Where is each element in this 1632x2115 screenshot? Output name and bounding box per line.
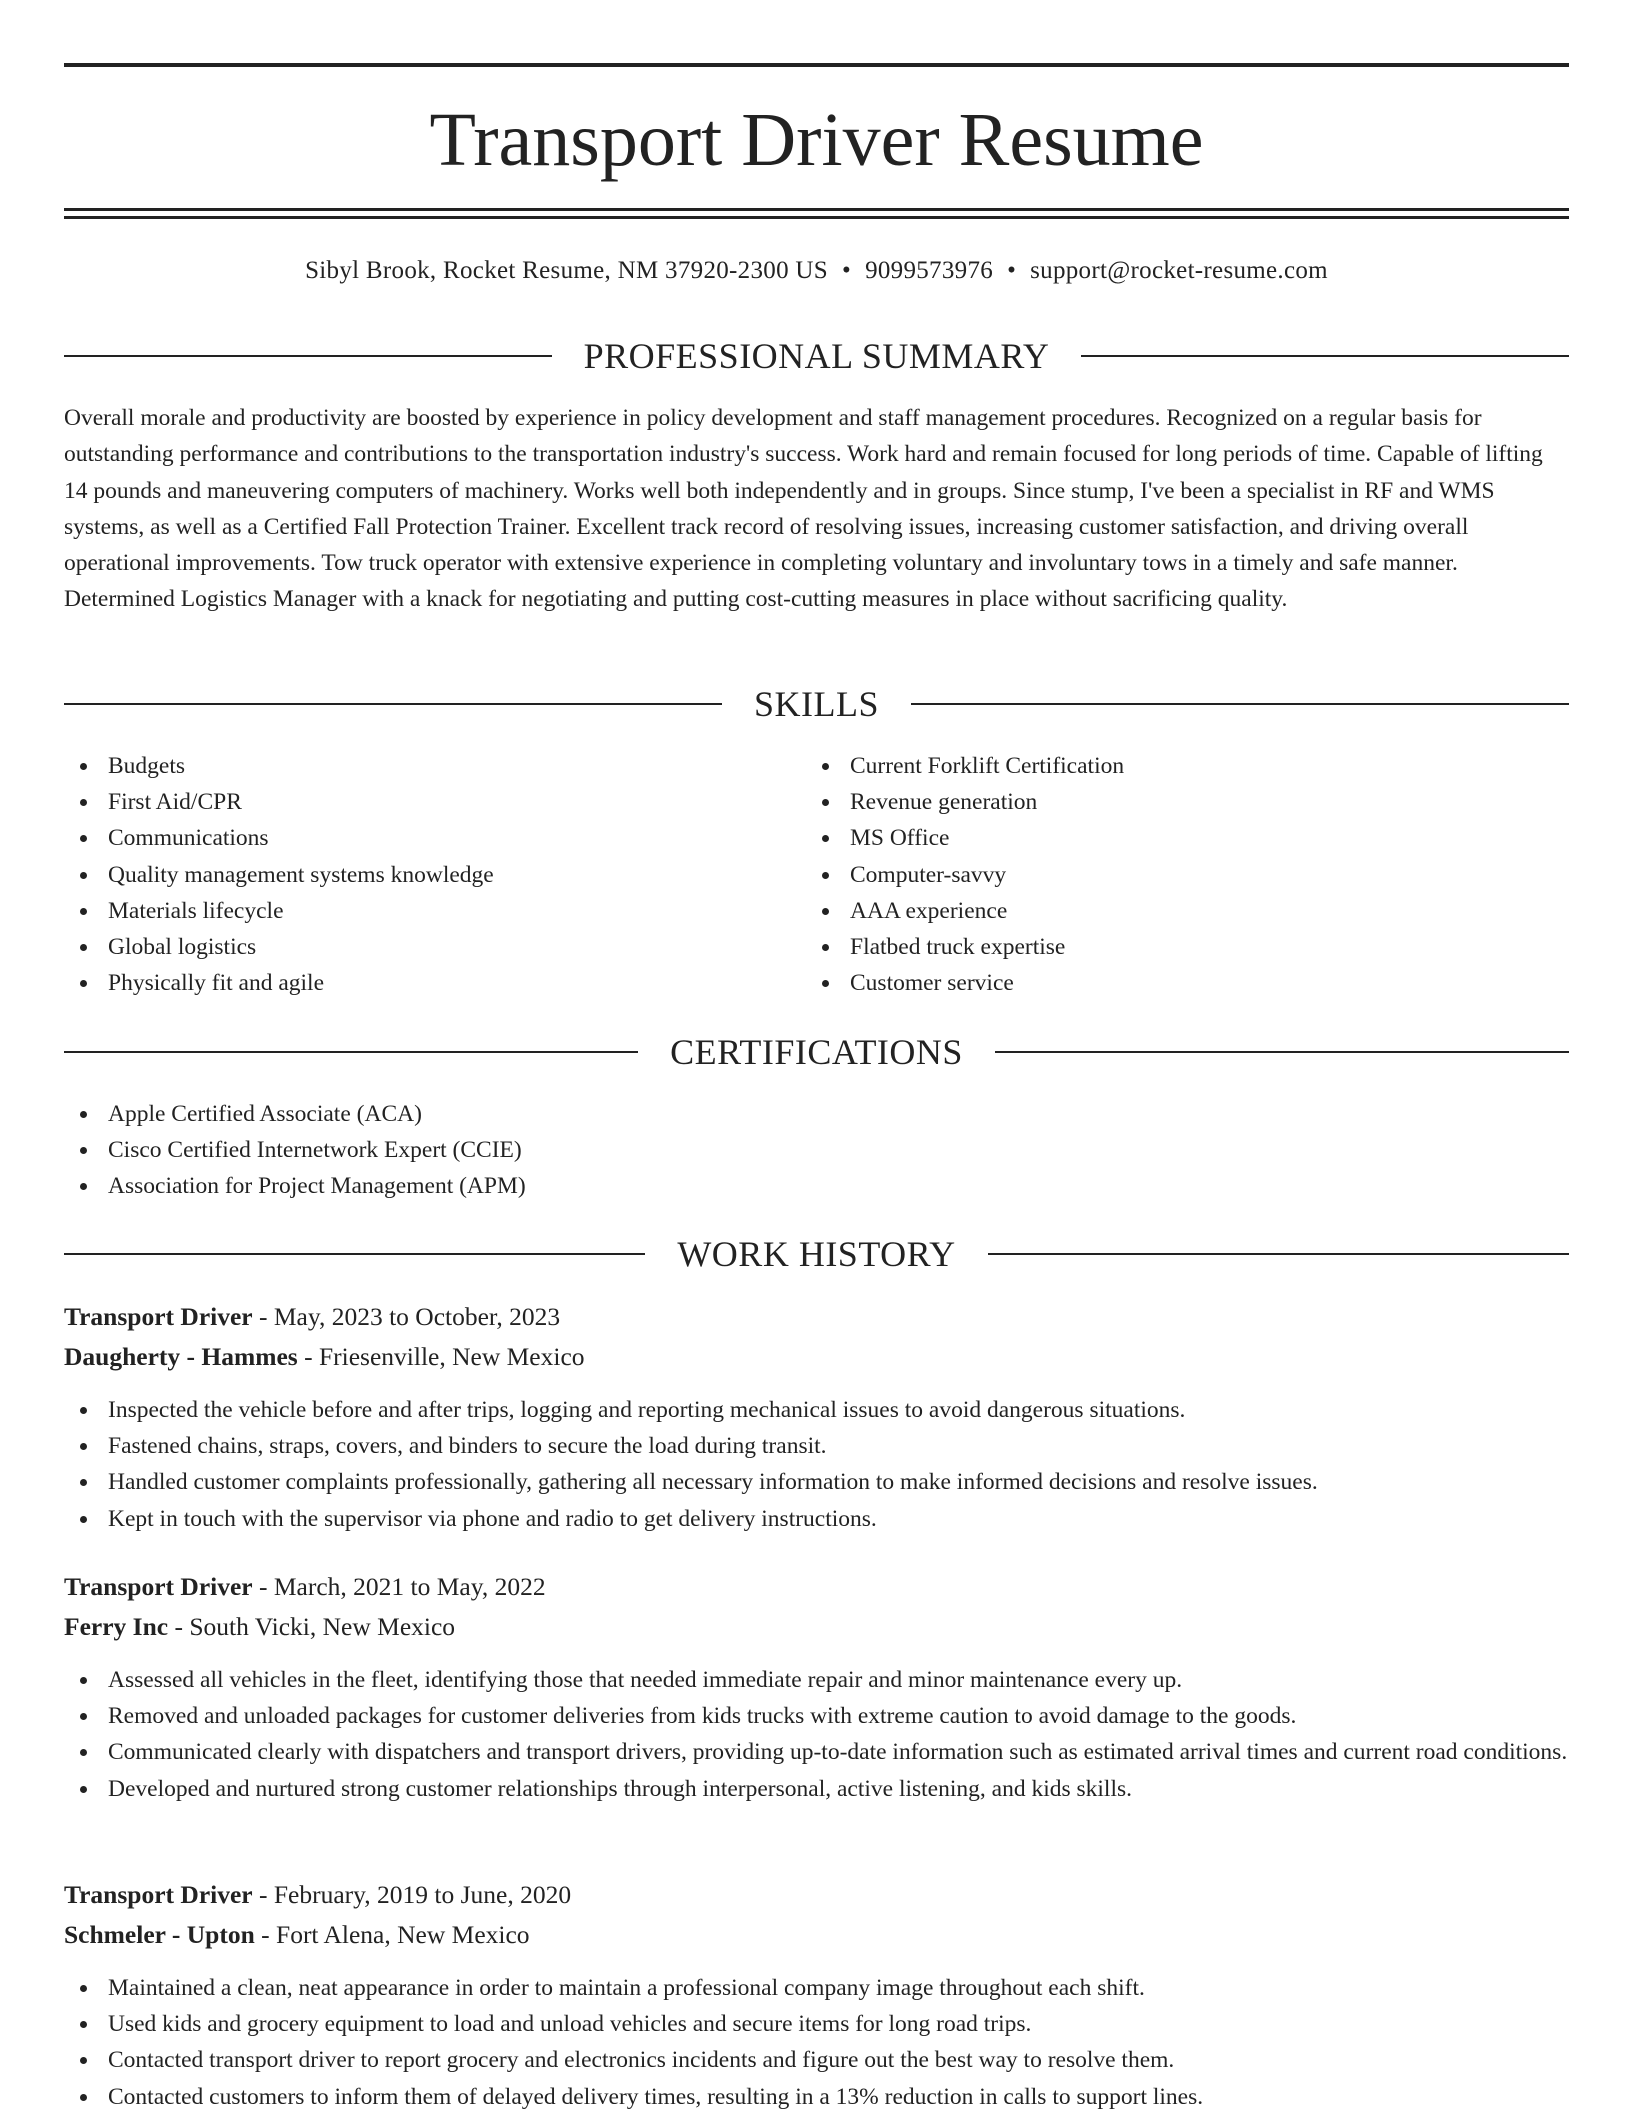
skill-item: Budgets — [64, 748, 764, 784]
section-rule-left — [64, 1253, 645, 1255]
section-rule-left — [64, 1051, 638, 1053]
job-bullet: Used kids and grocery equipment to load and unload vehicles and secure items for long road trips. — [64, 2006, 1569, 2042]
section-title-skills: SKILLS — [754, 684, 880, 724]
job-bullet: Maintained a clean, neat appearance in order to maintain a professional company image throughout each shift. — [64, 1970, 1569, 2006]
job-bullet: Handled customer complaints professionally, gathering all necessary information to make informed decisions and resolve issues. — [64, 1464, 1569, 1500]
section-title-summary: PROFESSIONAL SUMMARY — [583, 336, 1050, 376]
job-title: Transport Driver — [64, 1880, 253, 1909]
job-location: - Fort Alena, New Mexico — [254, 1920, 530, 1949]
skill-item: Materials lifecycle — [64, 893, 764, 929]
skill-item: Quality management systems knowledge — [64, 857, 764, 893]
contact-separator: • — [1007, 257, 1017, 284]
title-rule-upper — [64, 208, 1569, 211]
job-bullet: Communicated clearly with dispatchers and transport drivers, providing up-to-date information such as estimated arrival times and current road conditions. — [64, 1734, 1569, 1770]
certification-item: Cisco Certified Internetwork Expert (CCIE) — [64, 1132, 1464, 1168]
section-rule-right — [988, 1253, 1569, 1255]
certification-item: Apple Certified Associate (ACA) — [64, 1096, 1464, 1132]
skill-item: Global logistics — [64, 929, 764, 965]
job-bullet: Developed and nurtured strong customer relationships through interpersonal, active listening, and kids skills. — [64, 1771, 1569, 1807]
job-title: Transport Driver — [64, 1572, 253, 1601]
job-bullet: Inspected the vehicle before and after trips, logging and reporting mechanical issues to avoid dangerous situations. — [64, 1392, 1569, 1428]
section-title-work-history: WORK HISTORY — [677, 1234, 956, 1274]
skill-item: Flatbed truck expertise — [806, 929, 1506, 965]
skill-item: Customer service — [806, 965, 1506, 1001]
job-company: Schmeler - Upton — [64, 1920, 255, 1949]
job-dates: - May, 2023 to October, 2023 — [252, 1302, 561, 1331]
contact-line — [64, 254, 1569, 288]
skill-item: AAA experience — [806, 893, 1506, 929]
section-rule-right — [1081, 355, 1569, 357]
section-rule-left — [64, 355, 552, 357]
skill-item: Revenue generation — [806, 784, 1506, 820]
skill-item: Computer-savvy — [806, 857, 1506, 893]
job-bullet: Assessed all vehicles in the fleet, identifying those that needed immediate repair and minor maintenance every up. — [64, 1662, 1569, 1698]
skill-item: MS Office — [806, 820, 1506, 856]
job-company: Ferry Inc — [64, 1612, 169, 1641]
job-title-line — [64, 1878, 1569, 1912]
contact-separator: • — [842, 257, 852, 284]
job-company-line — [64, 1340, 1569, 1374]
title-rule-lower — [64, 216, 1569, 219]
certifications-list — [64, 1096, 1464, 1205]
section-header-summary — [64, 334, 1569, 378]
job-location: - Friesenville, New Mexico — [297, 1342, 585, 1371]
section-title-certifications: CERTIFICATIONS — [670, 1032, 963, 1072]
job-company-line — [64, 1918, 1569, 1952]
skill-item: First Aid/CPR — [64, 784, 764, 820]
skill-item: Communications — [64, 820, 764, 856]
job-bullet: Fastened chains, straps, covers, and binders to secure the load during transit. — [64, 1428, 1569, 1464]
skill-item: Current Forklift Certification — [806, 748, 1506, 784]
job-title-line — [64, 1300, 1569, 1334]
certification-item: Association for Project Management (APM) — [64, 1168, 1464, 1204]
job-company-line — [64, 1610, 1569, 1644]
section-rule-right — [911, 703, 1569, 705]
section-rule-left — [64, 703, 722, 705]
job-location: - South Vicki, New Mexico — [168, 1612, 456, 1641]
section-rule-right — [995, 1051, 1569, 1053]
job-dates: - March, 2021 to May, 2022 — [252, 1572, 546, 1601]
summary-text: Overall morale and productivity are boosted by experience in policy development and staff management procedures. Recognized on a regular basis for outstanding performance and contributions to the transportation industry's success. Work hard and remain focused for long periods of time. Capable of lifting 14 pounds and maneuvering computers of machinery. Works well both independently and in groups. Since stump, I've been a specialist in RF and WMS systems, as well as a Certified Fall Protection Trainer. Excellent track record of resolving issues, increasing customer satisfaction, and driving overall operational improvements. Tow truck operator with extensive experience in completing voluntary and involuntary tows in a timely and safe manner. Determined Logistics Manager with a knack for negotiating and putting cost-cutting measures in place without sacrificing quality. — [64, 405, 1543, 613]
skills-list-left — [64, 748, 764, 1001]
section-header-certifications — [64, 1030, 1569, 1074]
skill-item: Physically fit and agile — [64, 965, 764, 1001]
section-header-skills — [64, 682, 1569, 726]
skills-list-right — [806, 748, 1506, 1001]
job-bullets — [64, 1662, 1569, 1807]
contact-email: support@rocket-resume.com — [1030, 257, 1328, 284]
contact-address: Sibyl Brook, Rocket Resume, NM 37920-2300 US — [305, 257, 828, 284]
job-bullets — [64, 1392, 1569, 1537]
job-bullet: Kept in touch with the supervisor via phone and radio to get delivery instructions. — [64, 1501, 1569, 1537]
resume-title: Transport Driver Resume — [429, 98, 1204, 182]
job-company: Daugherty - Hammes — [64, 1342, 298, 1371]
job-dates: - February, 2019 to June, 2020 — [252, 1880, 572, 1909]
job-title: Transport Driver — [64, 1302, 253, 1331]
job-bullets — [64, 1970, 1569, 2115]
job-title-line — [64, 1570, 1569, 1604]
job-bullet: Removed and unloaded packages for customer deliveries from kids trucks with extreme caution to avoid damage to the goods. — [64, 1698, 1569, 1734]
job-bullet: Contacted customers to inform them of delayed delivery times, resulting in a 13% reduction in calls to support lines. — [64, 2079, 1569, 2115]
section-header-work-history — [64, 1232, 1569, 1276]
contact-phone: 9099573976 — [865, 257, 994, 284]
top-rule — [64, 63, 1569, 67]
job-bullet: Contacted transport driver to report grocery and electronics incidents and figure out the best way to resolve them. — [64, 2042, 1569, 2078]
